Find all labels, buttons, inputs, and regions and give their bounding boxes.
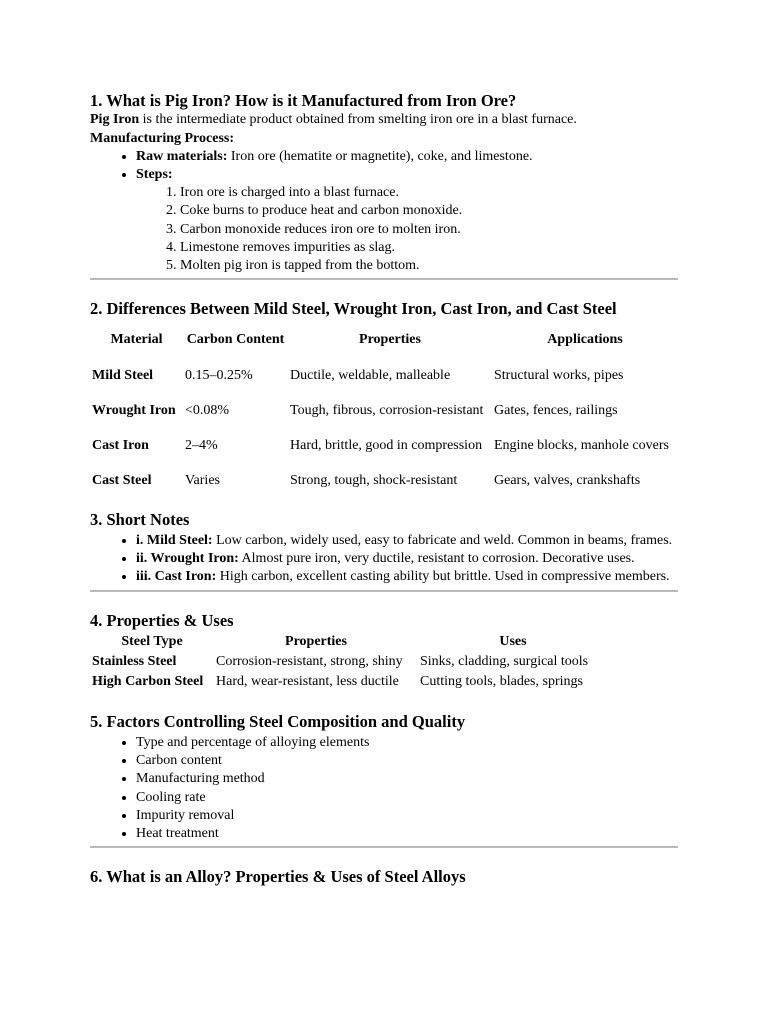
steps-list — [136, 184, 678, 275]
divider — [90, 846, 678, 848]
table-cell — [90, 672, 214, 692]
note-label: iii. Cast Iron: — [136, 569, 217, 585]
steel-type: Stainless Steel — [92, 654, 177, 670]
divider — [90, 590, 678, 592]
table-cell: Engine blocks, manhole covers — [494, 437, 669, 453]
section-4-heading: 4. Properties & Uses — [90, 610, 234, 630]
table-header: Properties — [285, 634, 347, 649]
material-name: Mild Steel — [92, 367, 154, 383]
table-cell: Structural works, pipes — [494, 367, 624, 383]
table-cell — [90, 464, 183, 499]
step-item: 4. Limestone removes impurities as slag. — [180, 239, 678, 257]
table-row — [90, 359, 678, 394]
table-cell: <0.08% — [185, 402, 230, 418]
section-2-heading: 2. Differences Between Mild Steel, Wrought Iron, Cast Iron, and Cast Steel — [90, 299, 617, 319]
pig-iron-term: Pig Iron — [90, 112, 140, 128]
table-header-row — [90, 323, 678, 359]
step-item: 3. Carbon monoxide reduces iron ore to molten iron. — [180, 221, 678, 239]
table-cell: Corrosion-resistant, strong, shiny — [216, 654, 403, 670]
table-header: Material — [110, 332, 163, 348]
table-header: Uses — [499, 634, 527, 649]
table-cell — [90, 394, 183, 429]
note-text: High carbon, excellent casting ability but brittle. Used in compressive members. — [216, 569, 670, 585]
list-item: • Impurity removal — [136, 807, 678, 825]
table-row — [90, 464, 678, 499]
note-label: ii. Wrought Iron: — [136, 551, 239, 567]
section-3-heading: 3. Short Notes — [90, 509, 190, 529]
material-name: Cast Steel — [92, 472, 152, 488]
section-6-heading: 6. What is an Alloy? Properties & Uses of Steel Alloys — [90, 867, 466, 887]
list-item — [136, 532, 678, 550]
table-cell: 0.15–0.25% — [185, 367, 253, 383]
list-item: • Cooling rate — [136, 789, 678, 807]
table-cell: Gears, valves, crankshafts — [494, 472, 641, 488]
table-cell: Sinks, cladding, surgical tools — [420, 654, 589, 670]
table-header: Properties — [359, 332, 421, 348]
materials-table — [90, 323, 678, 499]
process-list — [90, 148, 678, 275]
table-cell — [90, 359, 183, 394]
table-cell: Varies — [185, 472, 220, 488]
step-item: 5. Molten pig iron is tapped from the bottom. — [180, 257, 678, 275]
list-item — [136, 568, 678, 586]
table-header-row — [90, 632, 608, 652]
note-text: Almost pure iron, very ductile, resistant to corrosion. Decorative uses. — [238, 551, 635, 567]
step-item: 2. Coke burns to produce heat and carbon monoxide. — [180, 202, 678, 220]
raw-materials-label: Raw materials: — [136, 148, 228, 164]
list-item: • Type and percentage of alloying elements — [136, 734, 678, 752]
material-name: Wrought Iron — [92, 402, 176, 418]
table-cell: Ductile, weldable, malleable — [290, 367, 451, 383]
list-item: • Carbon content — [136, 752, 678, 770]
pig-iron-definition: is the intermediate product obtained from smelting iron ore in a blast furnace. — [139, 112, 577, 128]
table-cell — [90, 429, 183, 464]
short-notes-list — [90, 532, 678, 587]
section-5-heading: 5. Factors Controlling Steel Composition and Quality — [90, 711, 466, 731]
document — [90, 90, 678, 888]
list-item — [136, 550, 678, 568]
table-cell: Gates, fences, railings — [494, 402, 618, 418]
note-text: Low carbon, widely used, easy to fabricate and weld. Common in beams, frames. — [212, 533, 673, 548]
divider — [90, 278, 678, 280]
steel-type: High Carbon Steel — [92, 674, 204, 690]
manufacturing-process-label — [90, 130, 678, 148]
table-row — [90, 429, 678, 464]
table-header: Carbon Content — [186, 332, 285, 348]
material-name: Cast Iron — [92, 437, 149, 453]
steps-label: Steps: — [136, 167, 173, 182]
list-item — [136, 166, 678, 275]
list-item: • Heat treatment — [136, 825, 678, 843]
note-label: i. Mild Steel: — [136, 533, 213, 548]
pig-iron-intro — [90, 111, 678, 129]
properties-uses-table — [90, 632, 608, 693]
table-cell: Strong, tough, shock-resistant — [290, 472, 458, 488]
list-item: • Manufacturing method — [136, 770, 678, 788]
table-cell: Hard, brittle, good in compression — [290, 437, 483, 453]
table-cell: Tough, fibrous, corrosion-resistant — [290, 402, 484, 418]
step-item: 1. Iron ore is charged into a blast furnace. — [180, 184, 678, 202]
table-row — [90, 652, 608, 672]
factors-list — [90, 734, 678, 843]
table-header: Steel Type — [121, 634, 183, 649]
table-cell: Hard, wear-resistant, less ductile — [216, 674, 399, 690]
section-1-heading: 1. What is Pig Iron? How is it Manufactured from Iron Ore? — [90, 91, 517, 110]
table-header: Applications — [547, 332, 623, 348]
table-cell: Cutting tools, blades, springs — [420, 674, 583, 690]
table-row — [90, 672, 608, 692]
table-cell — [90, 652, 214, 672]
process-label-text: Manufacturing Process: — [90, 130, 234, 146]
table-cell: 2–4% — [185, 437, 218, 453]
list-item — [136, 148, 678, 166]
raw-materials-text: Iron ore (hematite or magnetite), coke, and limestone. — [227, 148, 533, 164]
table-row — [90, 394, 678, 429]
